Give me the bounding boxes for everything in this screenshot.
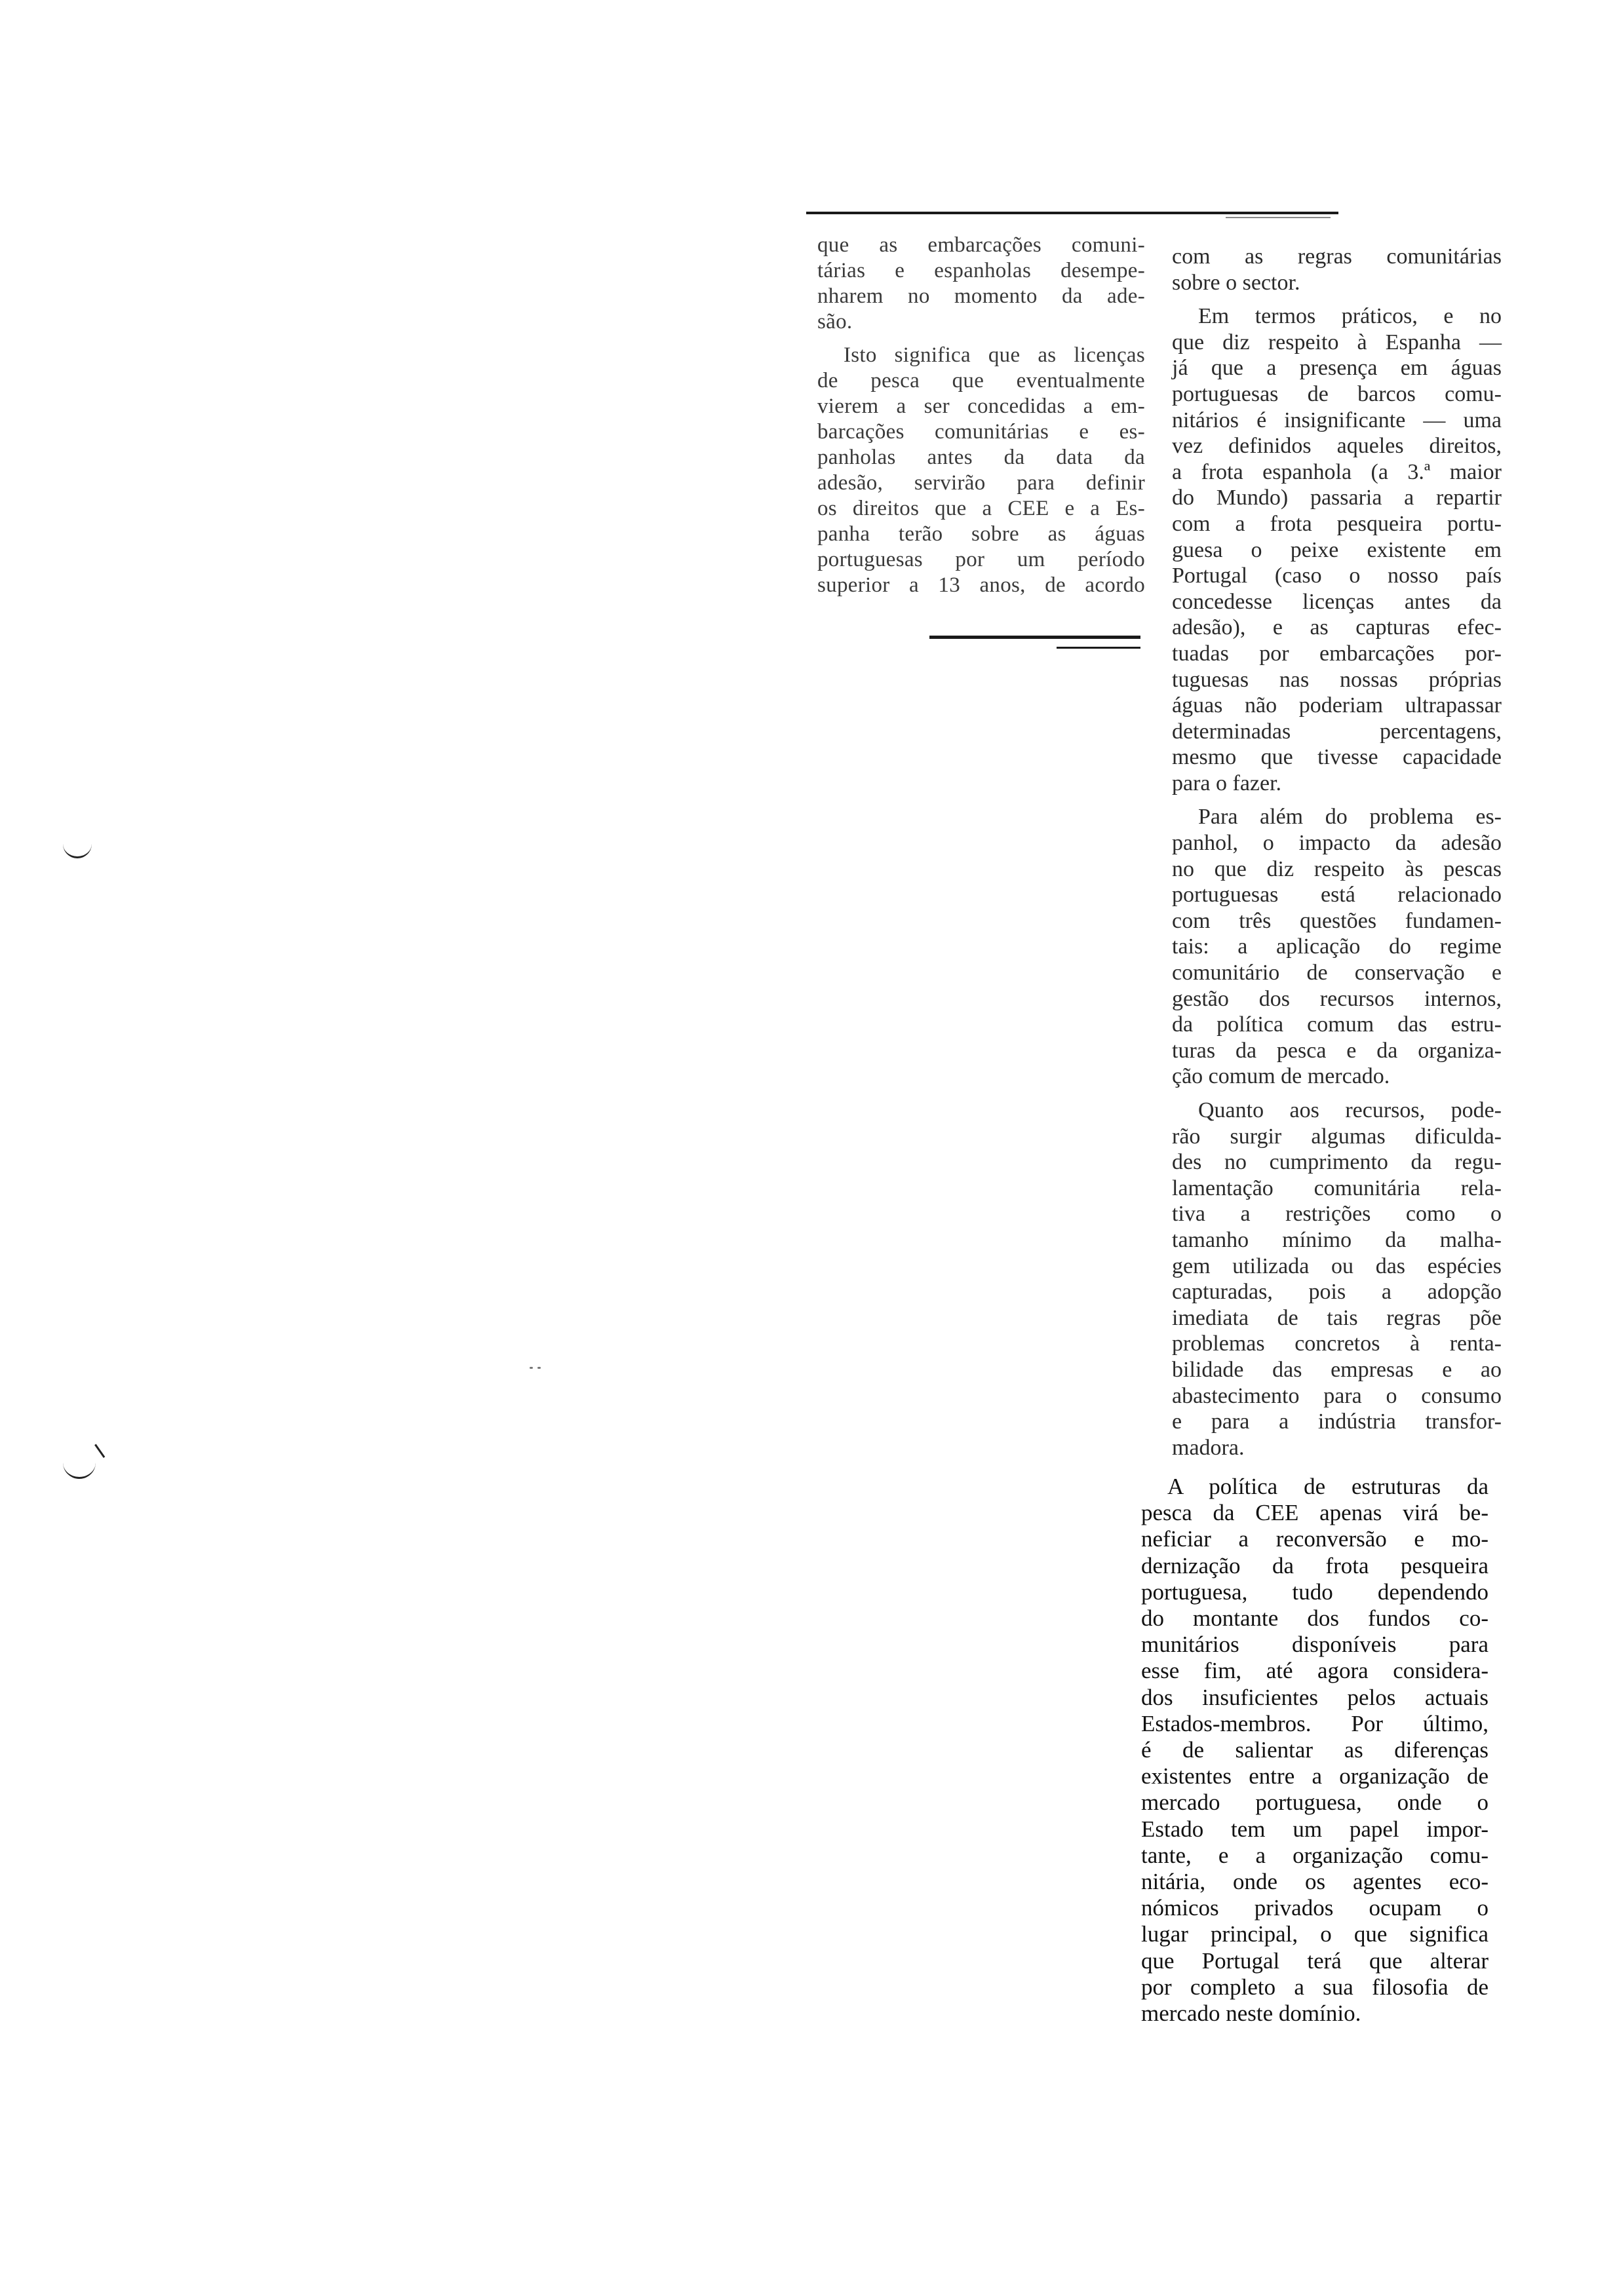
text-line: portuguesa, tudo dependendo: [1141, 1578, 1489, 1605]
text-line: adesão), e as capturas efec-: [1172, 615, 1502, 640]
text-line: a frota espanhola (a 3.ª maior: [1172, 459, 1502, 484]
top-rule: [806, 212, 1338, 214]
text-line: Em termos práticos, e no: [1198, 304, 1502, 329]
text-line: gem utilizada ou das espécies: [1172, 1253, 1502, 1278]
text-line: esse fim, até agora considera-: [1141, 1658, 1489, 1684]
text-line: mercado neste domínio.: [1141, 2000, 1361, 2027]
text-line: são.: [817, 310, 853, 334]
text-line: problemas concretos à renta-: [1172, 1331, 1502, 1356]
text-line: portuguesas por um período: [817, 548, 1145, 571]
scan-speck-2: [537, 1367, 541, 1369]
text-line: mercado portuguesa, onde o: [1141, 1789, 1489, 1816]
text-line: panha terão sobre as águas: [817, 522, 1145, 546]
hole-punch-mark-bottom: [63, 1463, 96, 1479]
text-line: panhol, o impacto da adesão: [1172, 831, 1502, 856]
text-line: no que diz respeito às pescas: [1172, 856, 1502, 881]
text-line: por completo a sua filosofia de: [1141, 1974, 1489, 2000]
text-line: tamanho mínimo da malha-: [1172, 1227, 1502, 1252]
text-line: existentes entre a organização de: [1141, 1763, 1489, 1789]
text-line: tuguesas nas nossas próprias: [1172, 667, 1502, 692]
text-line: gestão dos recursos internos,: [1172, 986, 1502, 1011]
text-line: portuguesas de barcos comu-: [1172, 381, 1502, 406]
hole-punch-mark-top: [63, 842, 92, 858]
text-line: nitária, onde os agentes eco-: [1141, 1869, 1489, 1895]
text-line: nómicos privados ocupam o: [1141, 1895, 1489, 1921]
top-rule-tail: [1226, 217, 1331, 218]
text-line: determinadas percentagens,: [1172, 719, 1502, 744]
text-line: madora.: [1172, 1435, 1245, 1460]
text-line: panholas antes da data da: [817, 446, 1145, 469]
scan-speck: [530, 1367, 533, 1369]
text-line: Portugal (caso o nosso país: [1172, 564, 1502, 588]
text-line: que diz respeito à Espanha —: [1172, 330, 1502, 354]
text-line: concedesse licenças antes da: [1172, 589, 1502, 614]
column-right: [1172, 244, 1502, 1468]
text-line: da política comum das estru-: [1172, 1012, 1502, 1037]
text-line: que Portugal terá que alterar: [1141, 1947, 1489, 1974]
text-line: rão surgir algumas dificulda-: [1172, 1124, 1502, 1149]
text-line: nharem no momento da ade-: [817, 284, 1145, 308]
text-line: do montante dos fundos co-: [1141, 1605, 1489, 1632]
text-line: mesmo que tivesse capacidade: [1172, 745, 1502, 770]
text-line: Estado tem um papel impor-: [1141, 1816, 1489, 1842]
text-line: com três questões fundamen-: [1172, 908, 1502, 933]
text-line: portuguesas está relacionado: [1172, 883, 1502, 908]
text-line: dos insuficientes pelos actuais: [1141, 1684, 1489, 1710]
text-line: neficiar a reconversão e mo-: [1141, 1526, 1489, 1552]
text-line: dernização da frota pesqueira: [1141, 1552, 1489, 1578]
paragraph: [1172, 244, 1502, 296]
text-line: vierem a ser concedidas a em-: [817, 394, 1145, 418]
mid-rule-thin: [1057, 647, 1140, 649]
text-line: sobre o sector.: [1172, 270, 1300, 295]
text-line: tuadas por embarcações por-: [1172, 641, 1502, 666]
hole-punch-tick: [94, 1441, 109, 1458]
text-line: para o fazer.: [1172, 771, 1282, 795]
text-line: lamentação comunitária rela-: [1172, 1176, 1502, 1200]
text-line: abastecimento para o consumo: [1172, 1383, 1502, 1408]
text-line: munitários disponíveis para: [1141, 1632, 1489, 1658]
paragraph: [1141, 1474, 1489, 2027]
text-line: turas da pesca e da organiza-: [1172, 1038, 1502, 1063]
text-line: A política de estruturas da: [1167, 1474, 1489, 1499]
text-line: des no cumprimento da regu-: [1172, 1150, 1502, 1175]
text-line: tiva a restrições como o: [1172, 1202, 1502, 1227]
text-line: guesa o peixe existente em: [1172, 537, 1502, 562]
text-line: é de salientar as diferenças: [1141, 1737, 1489, 1763]
text-line: do Mundo) passaria a repartir: [1172, 486, 1502, 510]
paragraph: [1172, 804, 1502, 1090]
text-line: adesão, servirão para definir: [817, 471, 1145, 495]
text-line: tárias e espanholas desempe-: [817, 259, 1145, 282]
paragraph: [817, 233, 1145, 335]
paragraph: [817, 343, 1145, 598]
column-left: [817, 233, 1145, 606]
text-line: Quanto aos recursos, pode-: [1198, 1098, 1502, 1122]
text-line: tais: a aplicação do regime: [1172, 934, 1502, 959]
text-line: lugar principal, o que significa: [1141, 1921, 1489, 1947]
text-line: bilidade das empresas e ao: [1172, 1357, 1502, 1382]
text-line: vez definidos aqueles direitos,: [1172, 434, 1502, 459]
text-line: pesca da CEE apenas virá be-: [1141, 1500, 1489, 1526]
text-line: capturadas, pois a adopção: [1172, 1280, 1502, 1305]
column-bottom: [1141, 1474, 1489, 2035]
text-line: os direitos que a CEE e a Es-: [817, 497, 1145, 520]
text-line: Estados-membros. Por último,: [1141, 1710, 1489, 1736]
text-line: imediata de tais regras põe: [1172, 1305, 1502, 1330]
text-line: tante, e a organização comu-: [1141, 1842, 1489, 1868]
text-line: que as embarcações comuni-: [817, 233, 1145, 257]
text-line: e para a indústria transfor-: [1172, 1409, 1502, 1434]
text-line: barcações comunitárias e es-: [817, 420, 1145, 444]
text-line: Para além do problema es-: [1198, 805, 1502, 830]
paragraph: [1172, 303, 1502, 796]
text-line: nitários é insignificante — uma: [1172, 408, 1502, 432]
text-line: com as regras comunitárias: [1172, 244, 1502, 269]
mid-rule-thick: [929, 636, 1140, 639]
text-line: ção comum de mercado.: [1172, 1064, 1390, 1089]
text-line: comunitário de conservação e: [1172, 961, 1502, 985]
text-line: de pesca que eventualmente: [817, 369, 1145, 392]
text-line: já que a presença em águas: [1172, 356, 1502, 381]
text-line: águas não poderiam ultrapassar: [1172, 693, 1502, 718]
paragraph: [1172, 1098, 1502, 1461]
text-line: com a frota pesqueira portu-: [1172, 511, 1502, 536]
text-line: superior a 13 anos, de acordo: [817, 573, 1145, 597]
text-line: Isto significa que as licenças: [844, 343, 1145, 367]
